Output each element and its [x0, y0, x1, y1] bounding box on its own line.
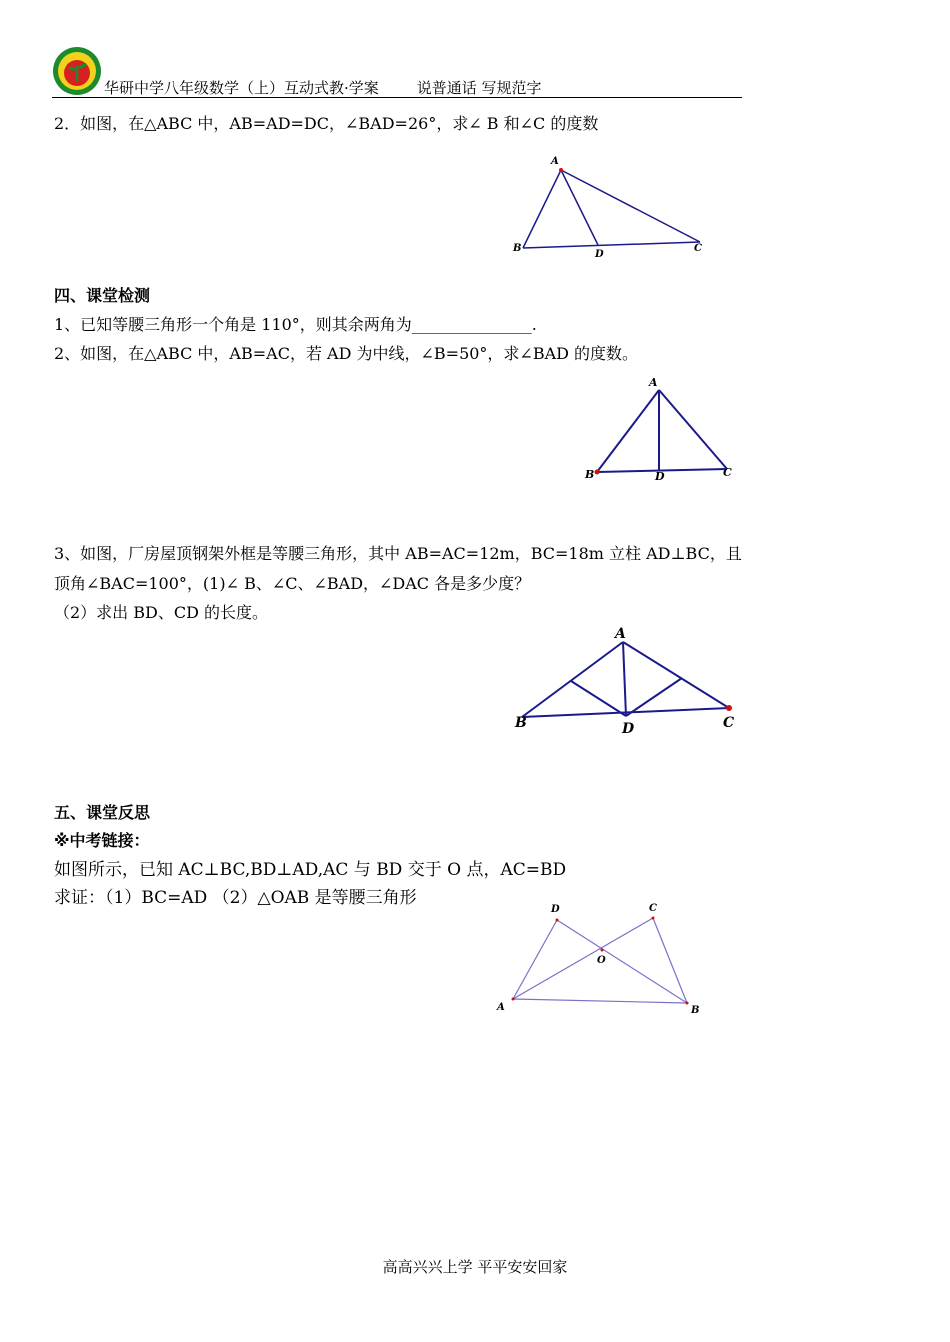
footer-text: 高高兴兴上学 平平安安回家 [382, 1258, 568, 1276]
section4-q2-figure [580, 372, 745, 484]
s4q3-brace-left [571, 681, 626, 716]
section4-q3-line2: 顶角∠BAC=100°，(1)∠ B、∠C、∠BAD，∠DAC 各是多少度？ [54, 574, 531, 593]
s4q3-label-c: C [723, 715, 735, 731]
q2-point-a [559, 168, 563, 172]
s5-label-o: O [597, 955, 606, 966]
s5-segment-ac [513, 918, 653, 999]
s4q3-side-ac [623, 642, 729, 708]
q2-label-a: A [551, 156, 559, 167]
section4-q3-roof-truss-figure [505, 622, 750, 742]
s4q2-side-ac [659, 390, 727, 469]
q2-side-bc [523, 242, 700, 248]
q2-label-b: B [513, 243, 522, 254]
s4q3-point-c [726, 705, 732, 711]
s4q3-label-d: D [622, 721, 635, 737]
s5-label-d: D [551, 904, 560, 915]
s5-segment-ab [513, 999, 687, 1003]
section4-q3-line1: 3、如图，厂房屋顶钢架外框是等腰三角形，其中 AB=AC=12m，BC=18m 立柱 AD⊥BC，且 [54, 544, 742, 563]
section5-figure [490, 895, 720, 1025]
header-title: 华研中学八年级数学（上）互动式教·学案 [104, 79, 379, 97]
s4q2-label-d: D [655, 470, 665, 483]
s5-segment-bd [557, 920, 687, 1003]
section4-q3-line3: （2）求出 BD、CD 的长度。 [54, 603, 269, 622]
s4q2-label-a: A [649, 376, 658, 389]
header-divider [52, 97, 742, 98]
s5-label-b: B [691, 1005, 700, 1016]
s5-point-d [556, 919, 559, 922]
q2-side-ac [561, 170, 700, 242]
s4q3-label-a: A [615, 626, 626, 642]
s4q2-label-b: B [585, 468, 595, 481]
section5-title: 五、课堂反思 [54, 803, 151, 822]
s4q3-label-b: B [515, 715, 527, 731]
s4q3-post-ad [623, 642, 626, 716]
section5-line2: 求证：（1）BC=AD （2）△OAB 是等腰三角形 [54, 888, 417, 908]
s4q2-side-ab [597, 390, 659, 472]
q2-figure-triangle [505, 150, 725, 265]
s5-segment-ad [513, 920, 557, 999]
header-title-row [104, 78, 542, 98]
s5-segment-bc [653, 918, 687, 1003]
s5-point-a [512, 998, 515, 1001]
section5-line1: 如图所示，已知 AC⊥BC,BD⊥AD,AC 与 BD 交于 O 点，AC=BD [54, 860, 567, 880]
q2-label-d: D [595, 249, 604, 260]
s5-point-b [686, 1002, 689, 1005]
s5-label-a: A [497, 1002, 505, 1013]
s5-label-c: C [649, 903, 657, 914]
section4-q1: 1、已知等腰三角形一个角是 110°，则其余两角为_______________. [54, 315, 537, 334]
section5-link-title: ※中考链接： [54, 831, 150, 850]
header-slogan: 说普通话 写规范字 [416, 79, 542, 97]
q2-label-c: C [694, 243, 702, 254]
s4q3-side-ab [522, 642, 623, 717]
s5-point-c [652, 917, 655, 920]
section4-title: 四、课堂检测 [54, 286, 151, 305]
q2-text: 2．如图，在△ABC 中，AB=AD=DC，∠BAD=26°，求∠ B 和∠C 的度数 [54, 114, 599, 133]
school-logo [52, 46, 102, 96]
q2-side-ab [523, 170, 561, 248]
q2-segment-ad [561, 170, 598, 245]
s4q2-point-b [595, 470, 600, 475]
s4q2-label-c: C [723, 466, 732, 479]
section4-q2: 2、如图，在△ABC 中，AB=AC，若 AD 为中线，∠B=50°，求∠BAD 的度数。 [54, 344, 639, 363]
s5-point-o [601, 949, 604, 952]
